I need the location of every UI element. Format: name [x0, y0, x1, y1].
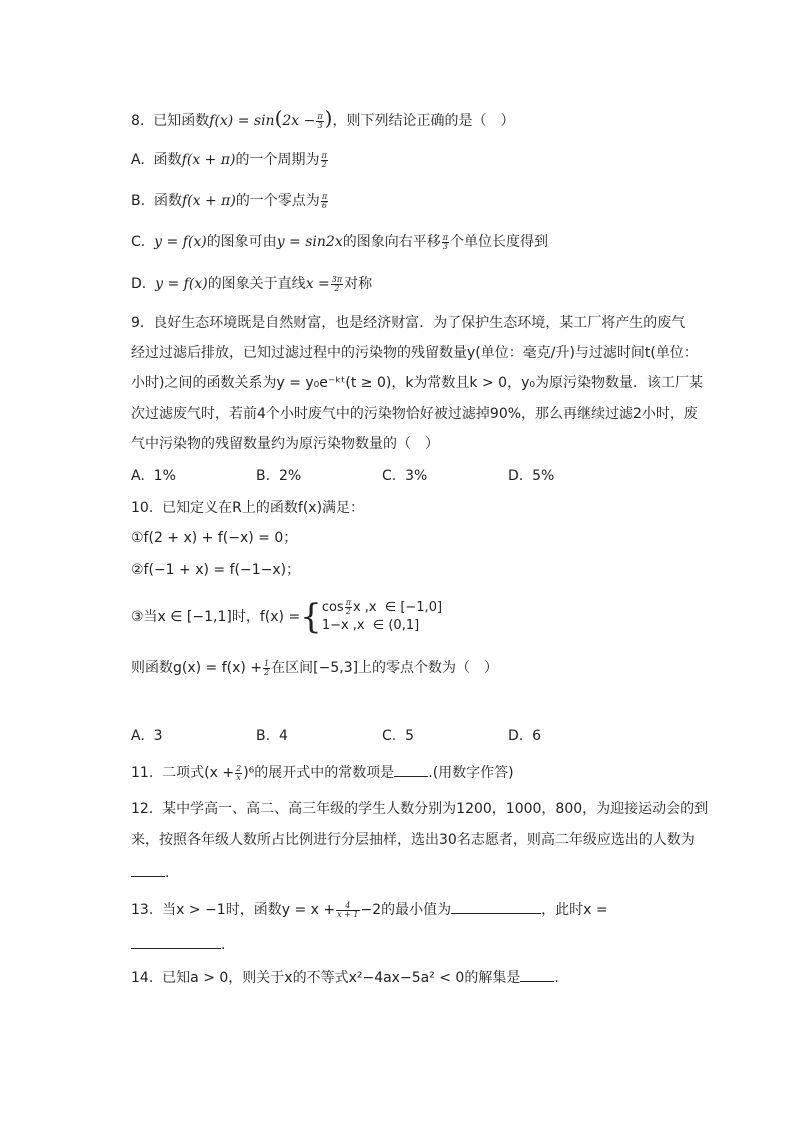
- q13-min-value-blank[interactable]: [451, 899, 541, 914]
- q9-option-a: A. 1%: [131, 468, 176, 484]
- q10-piecewise: cos $\frac{\pi}{2}$ x ,x ∈ [−1,0] 1−x ,x ∈ (0,1]: [321, 598, 443, 633]
- q8-stem-text: 8. 已知函数: [131, 113, 210, 129]
- q10-option-a: A. 3: [131, 728, 163, 744]
- q9-line-3: 小时)之间的函数关系为y = y₀e⁻ᵏᵗ(t ≥ 0)，k为常数且k > 0，y₀为原污染物数量．该工厂某: [131, 375, 703, 391]
- q8-option-b: B. 函数f(x + π)的一个零点为 $\frac{\pi}{6}$: [131, 191, 328, 210]
- q10-stem: 10. 已知定义在R上的函数f(x)满足：: [131, 500, 365, 516]
- q8-stem-end: ，则下列结论正确的是（ ）: [332, 113, 515, 129]
- q9-option-d: D. 5%: [508, 468, 555, 484]
- q11: 11. 二项式(x + $\frac{2}{x}$ )⁶的展开式中的常数项是 .(用数字作答): [131, 763, 514, 782]
- q8-fraction: $\frac{\pi}{3}$: [317, 111, 323, 130]
- q12-line-2: 来，按照各年级人数所占比例进行分层抽样，选出30名志愿者，则高二年级应选出的人数为: [131, 832, 695, 848]
- q12-answer-blank[interactable]: [131, 862, 165, 877]
- q10-g-line: 则函数g(x) = f(x) + $\frac{1}{2}$ 在区间[−5,3]上的零点个数为（ ）: [131, 658, 499, 677]
- q13-line-1: 13. 当x > −1时，函数y = x + $\frac{4}{x + 1}$ −2的最小值为 ，此时x =: [131, 900, 608, 919]
- q8-argument: 2x −: [282, 113, 316, 129]
- q9-option-b: B. 2%: [256, 468, 302, 484]
- q10-option-d: D. 6: [508, 728, 542, 744]
- q10-option-c: C. 5: [382, 728, 415, 744]
- q10-condition-2: ②f(−1 + x) = f(−1−x)；: [131, 562, 301, 578]
- q12-line-3: .: [131, 862, 169, 883]
- q10-condition-1: ①f(2 + x) + f(−x) = 0；: [131, 530, 298, 546]
- q14-answer-blank[interactable]: [520, 967, 554, 982]
- q8-option-c: C. y = f(x)的图象可由y = sin2x的图象向右平移 $\frac{\pi}{3}$ 个单位长度得到: [131, 232, 548, 251]
- q9-line-5: 气中污染物的残留数量约为原污染物数量的（ ）: [131, 436, 439, 452]
- q8-option-d: D. y = f(x)的图象关于直线x = $\frac{3\pi}{2}$ 对称: [131, 274, 373, 293]
- q14: 14. 已知a > 0，则关于x的不等式x²−4ax−5a² < 0的解集是 .: [131, 967, 559, 988]
- q9-option-c: C. 3%: [382, 468, 428, 484]
- q13-x-value-blank[interactable]: [131, 934, 221, 949]
- q13-line-2: .: [131, 934, 225, 955]
- q8-stem: 8. 已知函数f(x) = sin(2x − $\frac{\pi}{3}$ )，则下列结论正确的是（ ）: [131, 106, 515, 130]
- q9-line-2: 经过过滤后排放，已知过滤过程中的污染物的残留数量y(单位：毫克/升)与过滤时间t(单位：: [131, 345, 698, 361]
- q12-line-1: 12. 某中学高一、高二、高三年级的学生人数分别为1200，1000，800，为迎接运动会的到: [131, 801, 709, 817]
- q8-function: f(x) = sin: [209, 113, 275, 129]
- q10-condition-3: ③当x ∈ [−1,1]时，f(x) ={ cos $\frac{\pi}{2}$ x ,x ∈ [−1,0] 1−x ,x ∈ (0,1]: [131, 597, 443, 637]
- q9-line-4: 次过滤废气时，若前4个小时废气中的污染物恰好被过滤掉90%，那么再继续过滤2小时，废: [131, 406, 698, 422]
- q9-line-1: 9. 良好生态环境既是自然财富，也是经济财富．为了保护生态环境，某工厂将产生的废气: [131, 315, 686, 331]
- q8-option-a: A. 函数f(x + π)的一个周期为 $\frac{\pi}{2}$: [131, 150, 327, 169]
- q10-option-b: B. 4: [256, 728, 288, 744]
- q11-answer-blank[interactable]: [394, 762, 428, 777]
